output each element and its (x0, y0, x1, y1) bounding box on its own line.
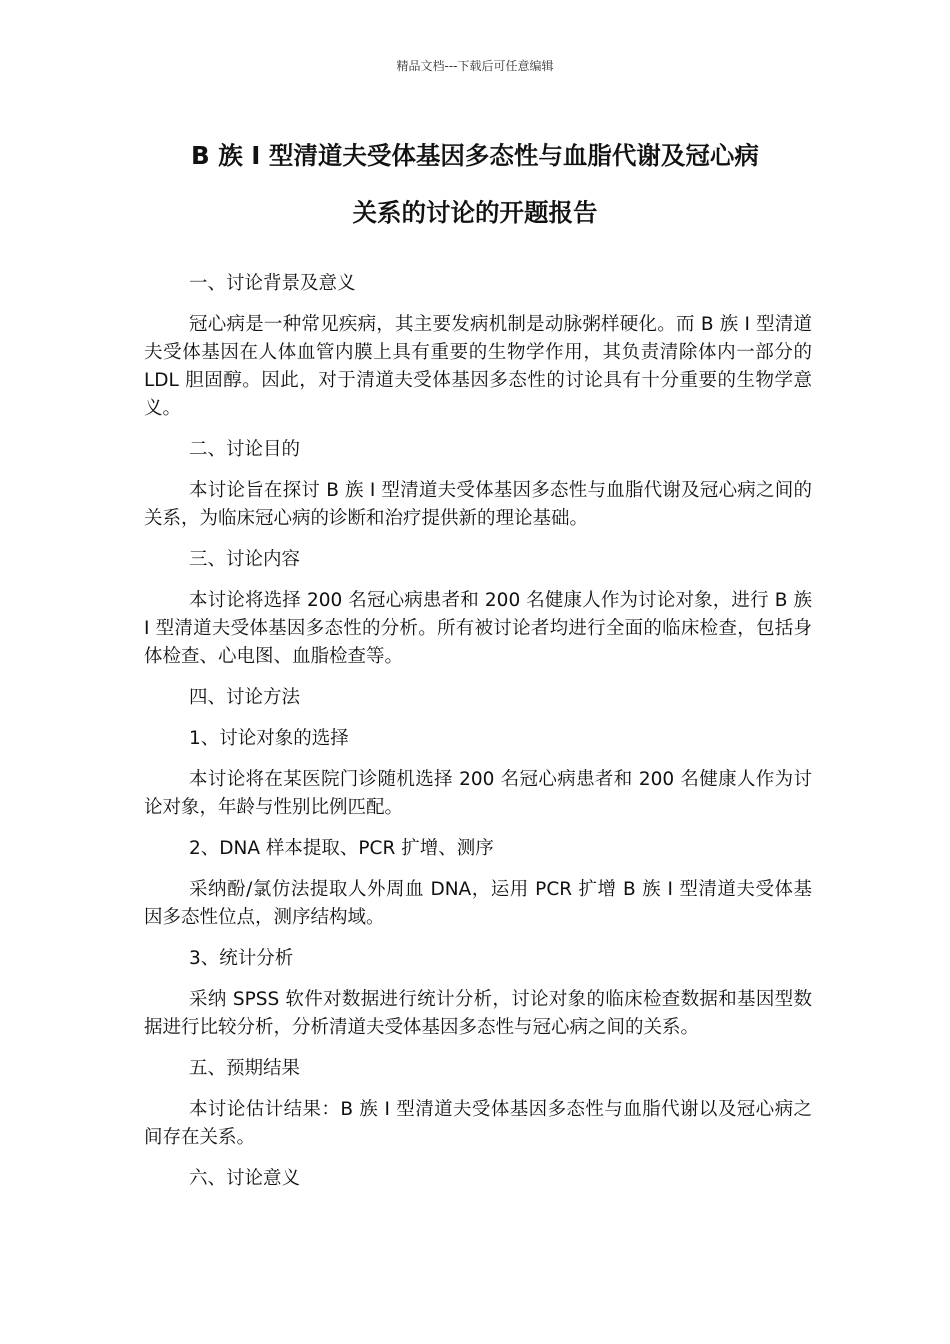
subsection-heading-statistics: 3、统计分析 (189, 948, 294, 969)
section-text-background: 冠心病是一种常见疾病，其主要发病机制是动脉粥样硬化。而 B 族 I 型清道夫受体基因在人体血管内膜上具有重要的生物学作用，其负责清除体内一部分的 LDL 胆固醇。因此，对于清道夫受体基因多态性的讨论具有十分重要的生物学意义。 (144, 314, 812, 419)
subsection-text-subjects: 本讨论将在某医院门诊随机选择 200 名冠心病患者和 200 名健康人作为讨论对象，年龄与性别比例匹配。 (144, 769, 812, 818)
header-watermark: 精品文档---下载后可任意编辑 (396, 59, 554, 73)
document-title-line-2: 关系的讨论的开题报告 (352, 198, 598, 227)
subsection-text-statistics: 采纳 SPSS 软件对数据进行统计分析，讨论对象的临床检查数据和基因型数据进行比较分析，分析清道夫受体基因多态性与冠心病之间的关系。 (144, 989, 812, 1038)
section-heading-background: 一、讨论背景及意义 (189, 273, 356, 294)
section-heading-expected-results: 五、预期结果 (189, 1058, 301, 1079)
subsection-heading-dna: 2、DNA 样本提取、PCR 扩增、测序 (189, 838, 494, 859)
section-text-expected-results: 本讨论估计结果：B 族 I 型清道夫受体基因多态性与血脂代谢以及冠心病之间存在关系。 (144, 1099, 812, 1148)
document-body (144, 270, 812, 1206)
subsection-text-dna: 采纳酚/氯仿法提取人外周血 DNA，运用 PCR 扩增 B 族 I 型清道夫受体基因多态性位点，测序结构域。 (144, 879, 812, 928)
section-text-purpose: 本讨论旨在探讨 B 族 I 型清道夫受体基因多态性与血脂代谢及冠心病之间的关系，为临床冠心病的诊断和治疗提供新的理论基础。 (144, 480, 812, 529)
section-heading-methods: 四、讨论方法 (189, 687, 301, 708)
section-text-content: 本讨论将选择 200 名冠心病患者和 200 名健康人作为讨论对象，进行 B 族 I 型清道夫受体基因多态性的分析。所有被讨论者均进行全面的临床检查，包括身体检查、心电图、血脂检查等。 (144, 590, 812, 667)
document-title-line-1: B 族 I 型清道夫受体基因多态性与血脂代谢及冠心病 (191, 141, 759, 170)
section-heading-content: 三、讨论内容 (189, 549, 301, 570)
section-heading-significance: 六、讨论意义 (189, 1168, 301, 1189)
section-heading-purpose: 二、讨论目的 (189, 439, 301, 460)
subsection-heading-subjects: 1、讨论对象的选择 (189, 728, 349, 749)
